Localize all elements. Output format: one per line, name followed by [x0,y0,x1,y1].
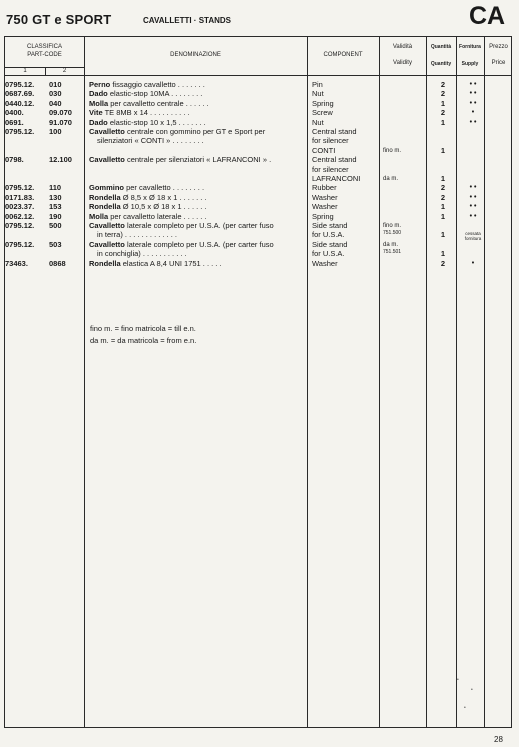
supply: • • [469,81,477,88]
header-denominazione: DENOMINAZIONE [170,52,221,58]
description: silenziatori « CONTI » . . . . . . . . [97,136,204,146]
component: Washer [312,258,338,268]
table-row [5,109,511,118]
part-code-number: 503 [49,239,62,249]
quantity: 1 [440,98,446,108]
component: Side stand [312,221,348,230]
section-title: CAVALLETTI · STANDS [143,16,231,25]
table-row [5,184,511,193]
parts-table: CLASSIFICA PART-CODE 1 2 DENOMINAZIONE COMPONENT Validità Validity Quantità Quantity Fornitura Supply Prezzo Price 0795.12. 010 Perno fissaggio cavalletto . . . . . . . Pin 2 • • 0687.69. 030 Dado elastic-stop 10MA . . . . . . . . Nut 2 • • 0440.12. 040 Molla per cavalletto centrale . . . . . . Spring 1 • • 0400. 09.070 Vite TE 8MB x 14 . . . . . . . . . . Screw 2 • 0691. 91.070 Dado elastic-stop 10 x 1,5 . . . . . . . Nut 1 • • 0795.12. 100 Cavalletto centrale con gommino per GT e Sport per Central stand silenziatori « CONTI » . . . . . . . . for silencer CONTI fino m. 1 0798. 12.100 Cavalletto centrale per silenziatori « LAFRANCONI » . Central stand for silencer LAFRANCONI da m. 1 0795.12. 110 Gommino per cavalletto . . . . . . . . Rubber 2 • • 0171.83. 130 Rondella Ø 8,5 x Ø 18 x 1 . . . . . . . Washer 2 • • 0023.37. 153 Rondella Ø 10,5 x Ø 18 x 1 . . . . . . Washer 1 • • 0062.12. 190 Molla per cavalletto laterale . . . . . . Spring 1 • • 0795.12. 500 Cavalletto laterale completo per U.S.A. (per carter fuso Side stand fino m. in terra) . . . . . . . . . . . . . for U.S.A. 751.500 1 cessata fornitura 0795.12. 503 Cavalletto laterale completo per U.S.A. (per carter fuso Side stand da m. in conchiglia) . . . . . . . . . . . for U.S.A. 751.501 1 73463. 0868 Rondella elastica A 8,4 UNI 1751 . . . . . Washer 2 • fino m. = fino matricola = till e.n. da m. = da matricola = from e.n. • • • [4,36,512,728]
validity: fino m. [383,223,402,229]
description: in conchiglia) . . . . . . . . . . . [97,249,187,259]
part-code-number: 100 [49,127,62,136]
table-row [5,81,511,90]
component: LAFRANCONI [312,174,361,183]
part-code-number: 12.100 [49,155,72,165]
quantity: 2 [440,258,446,268]
component: Central stand [312,127,357,136]
table-row [5,137,511,146]
component: Side stand [312,239,348,249]
validity: fino m. [383,147,402,154]
part-code-number: 190 [49,211,62,221]
part-code-group: 0687.69. [5,89,35,99]
description: Cavalletto laterale completo per U.S.A. (per carter fuso [89,221,274,230]
note-fino: fino m. = fino matricola = till e.n. [90,324,196,333]
component: Central stand [312,155,357,165]
table-row [5,203,511,212]
component: Pin [312,80,323,89]
part-code-number: 0868 [49,258,66,268]
component: Washer [312,192,338,202]
header-col1: 1 [23,68,27,74]
part-code-group: 0400. [5,108,24,118]
component: Nut [312,117,324,127]
quantity: 1 [440,117,446,127]
part-code-number: 110 [49,183,62,193]
part-code-group: 0062.12. [5,211,35,221]
description: Molla per cavalletto centrale . . . . . . [89,98,209,108]
supply: • • [469,118,477,126]
table-row [5,166,511,175]
supply: • • [469,90,477,98]
table-row [5,128,511,137]
quantity: 1 [440,249,446,259]
table-row [5,250,511,259]
part-code-group: 0171.83. [5,192,35,202]
validity: da m. [383,241,399,248]
part-code-number: 130 [49,192,62,202]
part-code-group: 0023.37. [5,202,35,212]
quantity: 2 [440,192,446,202]
table-row [5,222,511,231]
component: Nut [312,89,324,99]
component: for U.S.A. [312,230,345,240]
component: Rubber [312,183,337,193]
header-prezzo: Prezzo [489,44,508,50]
validity: da m. [383,176,399,182]
part-code-group: 0795.12. [5,239,35,249]
table-row [5,90,511,99]
description: Gommino per cavalletto . . . . . . . . [89,183,205,193]
part-code-group: 0795.12. [5,127,35,136]
quantity: 1 [440,145,446,155]
page-number: 28 [494,735,503,744]
part-code-group: 0795.12. [5,183,35,193]
component: CONTI [312,145,336,155]
quantity: 1 [440,202,446,212]
header-col2: 2 [62,68,67,74]
part-code-number: 040 [49,98,62,108]
header-validity: Validity [393,60,412,66]
component: for silencer [312,164,349,174]
quantity: 2 [440,80,446,89]
part-code-number: 500 [49,221,62,230]
header-quantita: Quantità [430,44,452,50]
validity: 751.501 [383,249,402,256]
table-row [5,156,511,165]
note-da: da m. = da matricola = from e.n. [90,336,197,345]
validity: 751.500 [383,230,402,237]
description: Cavalletto centrale con gommino per GT e Sport per [89,127,266,136]
supply: cessata fornitura [464,231,482,242]
header-price: Price [491,60,506,66]
description: in terra) . . . . . . . . . . . . . [97,230,178,240]
description: Cavalletto centrale per silenziatori « LAFRANCONI » . [89,155,272,165]
supply: • • [469,99,477,107]
supply: • • [469,193,477,201]
supply: • • [469,212,477,220]
part-code-number: 030 [49,89,62,99]
component: Spring [312,98,334,108]
part-code-group: 0795.12. [5,221,35,230]
quantity: 1 [440,211,446,221]
header-quantity: Quantity [430,61,452,67]
description: Rondella Ø 8,5 x Ø 18 x 1 . . . . . . . [89,192,207,202]
header-component: COMPONENT [323,52,363,58]
header-fornitura: Fornitura [459,44,481,50]
table-row [5,260,511,269]
supply: • [471,109,475,117]
description: Perno fissaggio cavalletto . . . . . . . [89,80,205,89]
part-code-group: 0691. [5,117,24,127]
table-row [5,175,511,184]
table-row [5,241,511,250]
quantity: 2 [440,108,446,118]
part-code-group: 0440.12. [5,98,35,108]
part-code-group: 0795.12. [5,80,35,89]
header-supply: Supply [461,61,479,67]
quantity: 1 [440,174,446,183]
description: Molla per cavalletto laterale . . . . . . [89,211,207,221]
description: Vite TE 8MB x 14 . . . . . . . . . . [89,108,190,118]
description: Dado elastic-stop 10 x 1,5 . . . . . . . [89,117,206,127]
section-code: CA [469,2,506,30]
header-part-code: PART-CODE [27,52,62,58]
part-code-group: 0798. [5,155,24,165]
part-code-number: 09.070 [49,108,72,118]
page-title: 750 GT e SPORT [6,12,112,27]
description: Rondella Ø 10,5 x Ø 18 x 1 . . . . . . [89,202,207,212]
component: Washer [312,202,338,212]
description: Rondella elastica A 8,4 UNI 1751 . . . . . [89,258,222,268]
part-code-group: 73463. [5,258,28,268]
header-validita: Validità [392,44,413,50]
supply: • • [469,184,477,192]
component: for U.S.A. [312,249,345,259]
part-code-number: 91.070 [49,117,72,127]
component: Screw [312,108,333,118]
table-row [5,194,511,203]
description: Dado elastic-stop 10MA . . . . . . . . [89,89,203,99]
part-code-number: 153 [49,202,62,212]
table-row [5,100,511,109]
quantity: 2 [440,183,446,193]
component: Spring [312,211,334,221]
description: Cavalletto laterale completo per U.S.A. (per carter fuso [89,239,274,249]
header-classifica: CLASSIFICA [26,44,62,50]
supply: • • [469,203,477,211]
quantity: 2 [440,89,446,99]
component: for silencer [312,136,349,146]
supply: • [471,259,475,267]
part-code-number: 010 [49,80,62,89]
quantity: 1 [440,230,446,240]
